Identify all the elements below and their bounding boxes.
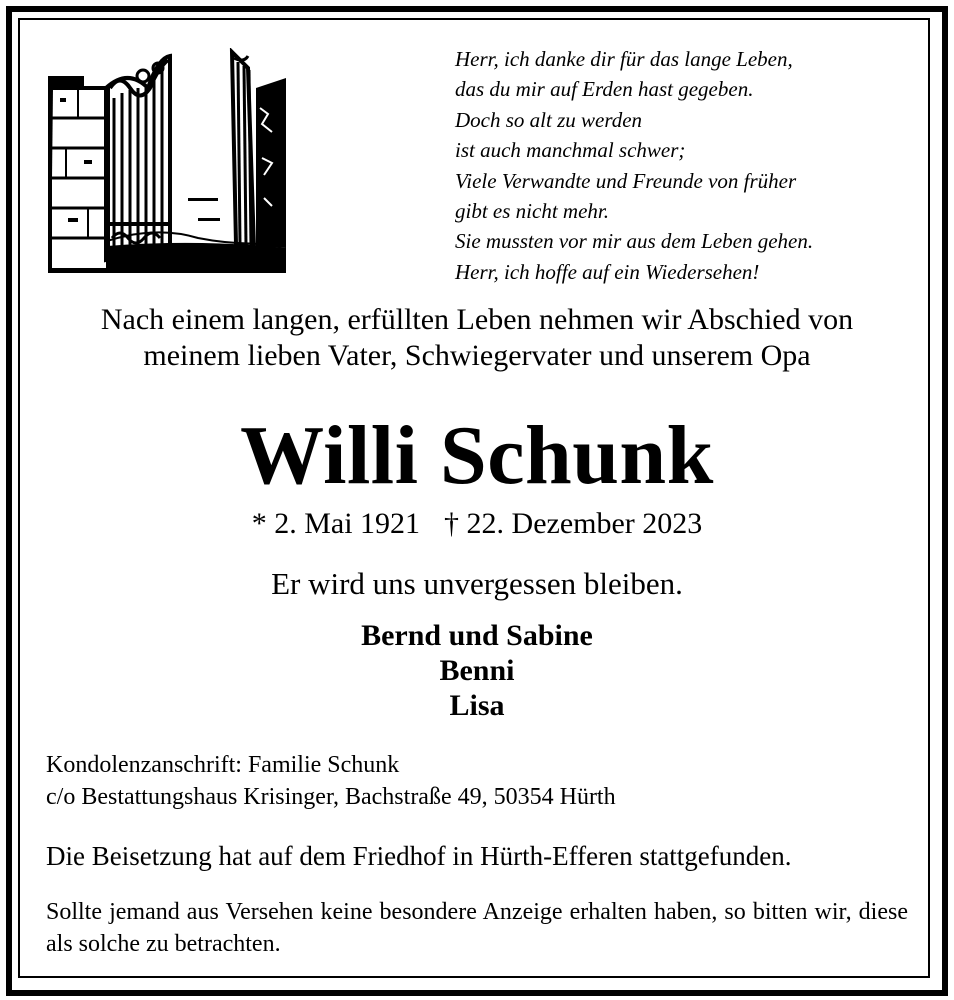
birth-date: * 2. Mai 1921 (251, 507, 421, 540)
condolence-address (46, 749, 906, 813)
life-dates (0, 505, 954, 543)
open-gate-illustration (48, 48, 286, 273)
burial-notice: Die Beisetzung hat auf dem Friedhof in Hürth-Efferen stattgefunden. (46, 841, 792, 871)
mourner-name: Bernd und Sabine (361, 619, 593, 652)
memorial-sentence: Er wird uns unvergessen bleiben. (271, 566, 683, 601)
mourner-name: Lisa (449, 689, 505, 722)
poem (455, 44, 915, 287)
poem-line: Sie mussten vor mir aus dem Leben gehen. (455, 229, 814, 254)
mourners-list (0, 618, 954, 723)
condolence-line-2: c/o Bestattungshaus Krisinger, Bachstraße 49, 50354 Hürth (46, 784, 616, 810)
intro-line-2: meinem lieben Vater, Schwiegervater und unserem Opa (143, 339, 811, 372)
mourner-name: Benni (439, 654, 515, 687)
condolence-line-1: Kondolenzanschrift: Familie Schunk (46, 752, 400, 778)
closing-note: Sollte jemand aus Versehen keine besondere Anzeige erhalten haben, so bitten wir, diese als solche zu betrachten. (46, 899, 908, 957)
deceased-name: Willi Schunk (240, 409, 714, 502)
death-date: † 22. Dezember 2023 (444, 507, 703, 540)
poem-line: ist auch manchmal schwer; (455, 138, 686, 163)
poem-line: Herr, ich hoffe auf ein Wiedersehen! (455, 259, 760, 284)
poem-line: das du mir auf Erden hast gegeben. (455, 77, 754, 102)
poem-line: gibt es nicht mehr. (455, 199, 609, 224)
poem-line: Doch so alt zu werden (455, 107, 643, 132)
poem-line: Viele Verwandte und Freunde von früher (455, 168, 797, 193)
intro-line-1: Nach einem langen, erfüllten Leben nehmen wir Abschied von (100, 303, 854, 336)
farewell-intro (0, 302, 954, 374)
poem-line: Herr, ich danke dir für das lange Leben, (455, 47, 793, 71)
